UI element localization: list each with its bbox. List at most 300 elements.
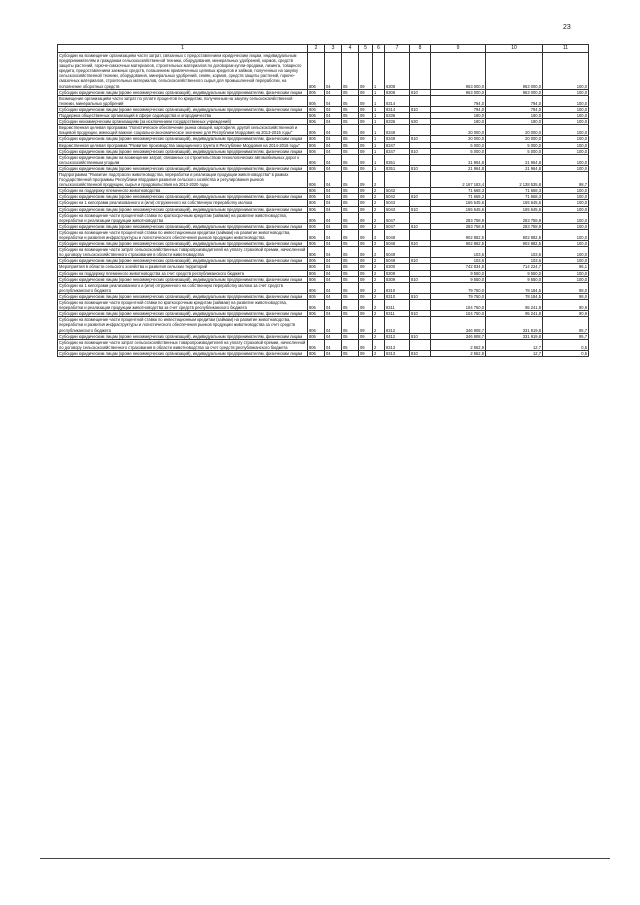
row-cell-col-5: 09 — [359, 223, 373, 229]
row-cell-col-11: 95,7 — [543, 317, 589, 333]
row-cell-col-10: 963 000,0 — [486, 53, 543, 90]
row-cell-col-7: 8313 — [385, 339, 410, 350]
row-cell-col-9: 180,0 — [431, 119, 486, 125]
row-cell-col-11: 100,0 — [543, 142, 589, 148]
row-cell-col-6: 2 — [373, 212, 385, 223]
row-cell-col-4: 05 — [342, 106, 359, 112]
row-cell-col-9: 20 000,0 — [431, 125, 486, 136]
row-cell-col-6: 2 — [373, 223, 385, 229]
row-cell-col-8: 810 — [410, 350, 431, 356]
row-cell-col-3: 04 — [325, 200, 342, 206]
row-cell-col-7: 8314 — [385, 95, 410, 106]
row-cell-col-8 — [410, 154, 431, 165]
row-cell-col-3: 04 — [325, 125, 342, 136]
row-cell-col-5: 09 — [359, 119, 373, 125]
row-cell-col-11: 100,0 — [543, 106, 589, 112]
row-cell-col-6: 1 — [373, 106, 385, 112]
row-cell-col-2: 806 — [308, 200, 325, 206]
row-cell-col-11: 100,0 — [543, 136, 589, 142]
row-cell-col-11: 100,0 — [543, 165, 589, 171]
row-description: Субсидии на возмещение части процентной ставки по инвестиционным кредитам (займам) на развитие животноводства, переработки и развития инфраструктуры и логистического обеспечения рынков продукции животноводства за счет средств республиканского бюджета — [58, 317, 308, 333]
row-cell-col-2: 806 — [308, 53, 325, 90]
row-cell-col-4: 05 — [342, 171, 359, 187]
row-cell-col-4: 05 — [342, 300, 359, 311]
row-cell-col-10: 5 000,0 — [486, 148, 543, 154]
row-description: Субсидии на возмещение организациям части затрат, связанных с предоставлением юридическим лицам, индивидуальным предпринимателям и гражданам сельскохозяйственной техники, оборудования, минеральных удобрений, кормов, средств защиты растений, горюче-смазочных материалов, строительных материалов по договорам купли-продажи, лизинга, товарного кредита, предоставлением заемных средств, погашением привлеченных целевых кредитов и займов, полученных на закупку сельскохозяйственной техники, оборудования, минеральных удобрений, семян, кормов, средств защиты растений, горюче-смазочных материалов, строительных материалов, сельскохозяйственного сырья для промышленной переработки, на пополнение оборотных средств — [58, 53, 308, 90]
row-description: Субсидии юридическим лицам (кроме некоммерческих организаций), индивидуальным предпринимателям, физическим лицам — [58, 333, 308, 339]
row-cell-col-9: 2 562,9 — [431, 339, 486, 350]
row-description: Субсидии юридическим лицам (кроме некоммерческих организаций), индивидуальным предпринимателям, физическим лицам — [58, 241, 308, 247]
row-cell-col-9: 165 645,6 — [431, 206, 486, 212]
row-cell-col-2: 806 — [308, 300, 325, 311]
row-cell-col-11: 100,0 — [543, 154, 589, 165]
row-cell-col-7: 8348 — [385, 136, 410, 142]
row-description: Субсидии на поддержку племенного животноводства за счет средств республиканского бюджета — [58, 270, 308, 276]
row-cell-col-11: 100,0 — [543, 119, 589, 125]
row-cell-col-8 — [410, 125, 431, 136]
row-cell-col-5: 09 — [359, 95, 373, 106]
row-cell-col-4: 05 — [342, 241, 359, 247]
row-cell-col-10: 331 919,8 — [486, 317, 543, 333]
row-cell-col-2: 806 — [308, 293, 325, 299]
row-cell-col-10: 2 138 535,8 — [486, 171, 543, 187]
column-header-6: 6 — [373, 45, 385, 53]
table-body — [58, 53, 589, 357]
row-cell-col-7: 5049 — [385, 247, 410, 258]
row-cell-col-7: 5049 — [385, 258, 410, 264]
row-cell-col-3: 04 — [325, 148, 342, 154]
row-cell-col-2: 806 — [308, 282, 325, 293]
row-cell-col-2: 806 — [308, 194, 325, 200]
row-cell-col-8: 810 — [410, 136, 431, 142]
row-cell-col-6: 1 — [373, 154, 385, 165]
row-cell-col-3: 04 — [325, 223, 342, 229]
row-cell-col-11: 100,0 — [543, 247, 589, 258]
row-cell-col-9: 5 000,0 — [431, 142, 486, 148]
row-cell-col-4: 05 — [342, 264, 359, 270]
row-cell-col-4: 05 — [342, 293, 359, 299]
row-description: Возмещение организациям части затрат по уплате процентов по кредитам, полученным на закупку сельскохозяйственной техники, минеральных удобрений — [58, 95, 308, 106]
row-cell-col-2: 806 — [308, 165, 325, 171]
row-cell-col-11: 90,9 — [543, 311, 589, 317]
row-cell-col-2: 806 — [308, 317, 325, 333]
row-cell-col-3: 04 — [325, 350, 342, 356]
row-description: Поддержка общественных организаций в сфере садоводства и огородничества — [58, 113, 308, 119]
row-cell-col-3: 04 — [325, 276, 342, 282]
row-cell-col-6: 1 — [373, 148, 385, 154]
row-cell-col-9: 71 668,3 — [431, 188, 486, 194]
row-cell-col-6: 1 — [373, 125, 385, 136]
row-cell-col-10: 902 882,5 — [486, 241, 543, 247]
row-cell-col-2: 806 — [308, 89, 325, 95]
row-cell-col-6: 2 — [373, 339, 385, 350]
row-cell-col-6: 2 — [373, 194, 385, 200]
row-cell-col-7: 8348 — [385, 125, 410, 136]
row-cell-col-4: 05 — [342, 148, 359, 154]
row-cell-col-11: 100,0 — [543, 212, 589, 223]
row-cell-col-6: 2 — [373, 206, 385, 212]
row-cell-col-11: 100,0 — [543, 188, 589, 194]
row-cell-col-6: 2 — [373, 229, 385, 240]
row-cell-col-6: 2 — [373, 300, 385, 311]
row-cell-col-2: 806 — [308, 223, 325, 229]
row-cell-col-2: 806 — [308, 241, 325, 247]
row-cell-col-9: 103,6 — [431, 258, 486, 264]
row-cell-col-11: 100,0 — [543, 125, 589, 136]
table-row — [58, 300, 589, 311]
row-cell-col-6: 1 — [373, 113, 385, 119]
row-cell-col-4: 05 — [342, 339, 359, 350]
row-cell-col-3: 04 — [325, 317, 342, 333]
row-cell-col-4: 05 — [342, 247, 359, 258]
row-cell-col-9: 20 000,0 — [431, 136, 486, 142]
row-cell-col-2: 806 — [308, 270, 325, 276]
row-cell-col-10: 794,0 — [486, 106, 543, 112]
row-cell-col-2: 806 — [308, 339, 325, 350]
row-cell-col-5: 09 — [359, 241, 373, 247]
row-cell-col-8: 810 — [410, 106, 431, 112]
row-cell-col-5: 09 — [359, 206, 373, 212]
row-cell-col-10: 5 000,0 — [486, 142, 543, 148]
row-cell-col-8 — [410, 171, 431, 187]
row-cell-col-10: 71 668,3 — [486, 194, 543, 200]
row-description: Субсидии юридическим лицам (кроме некоммерческих организаций), индивидуальным предпринимателям, физическим лицам — [58, 194, 308, 200]
row-cell-col-11: 100,0 — [543, 258, 589, 264]
row-cell-col-9: 79 750,0 — [431, 293, 486, 299]
row-cell-col-10: 21 964,8 — [486, 154, 543, 165]
row-cell-col-11: 98,7 — [543, 171, 589, 187]
table-row — [58, 125, 589, 136]
row-cell-col-11: 0,5 — [543, 339, 589, 350]
row-description: Субсидии юридическим лицам (кроме некоммерческих организаций), индивидуальным предпринимателям, физическим лицам — [58, 206, 308, 212]
row-cell-col-10: 78 184,5 — [486, 293, 543, 299]
row-cell-col-9: 2 562,9 — [431, 350, 486, 356]
row-cell-col-8: 810 — [410, 258, 431, 264]
row-cell-col-2: 806 — [308, 276, 325, 282]
row-cell-col-9: 104 750,0 — [431, 300, 486, 311]
row-cell-col-9: 283 758,9 — [431, 212, 486, 223]
row-cell-col-6: 1 — [373, 119, 385, 125]
row-cell-col-10: 12,7 — [486, 350, 543, 356]
row-cell-col-3: 04 — [325, 95, 342, 106]
row-cell-col-8: 810 — [410, 276, 431, 282]
row-cell-col-7: 5043 — [385, 200, 410, 206]
table-row — [58, 171, 589, 187]
row-cell-col-5: 09 — [359, 89, 373, 95]
column-header-5: 5 — [359, 45, 373, 53]
row-cell-col-8: 810 — [410, 241, 431, 247]
row-cell-col-8: 810 — [410, 223, 431, 229]
row-cell-col-7: 8312 — [385, 317, 410, 333]
column-header-2: 2 — [308, 45, 325, 53]
row-cell-col-7: 5043 — [385, 206, 410, 212]
row-cell-col-6: 1 — [373, 165, 385, 171]
row-cell-col-4: 05 — [342, 270, 359, 276]
row-cell-col-4: 05 — [342, 119, 359, 125]
row-cell-col-5: 09 — [359, 317, 373, 333]
row-cell-col-4: 05 — [342, 165, 359, 171]
row-cell-col-2: 806 — [308, 136, 325, 142]
row-cell-col-8: 810 — [410, 333, 431, 339]
row-cell-col-5: 09 — [359, 106, 373, 112]
row-cell-col-8 — [410, 282, 431, 293]
row-cell-col-3: 04 — [325, 119, 342, 125]
table-row — [58, 350, 589, 356]
row-cell-col-5: 09 — [359, 282, 373, 293]
row-cell-col-6: 2 — [373, 171, 385, 187]
row-cell-col-11: 100,0 — [543, 276, 589, 282]
row-cell-col-9: 5 000,0 — [431, 148, 486, 154]
row-cell-col-4: 05 — [342, 113, 359, 119]
row-cell-col-11: 95,7 — [543, 333, 589, 339]
row-cell-col-7: 8300 — [385, 264, 410, 270]
page-bottom-rule — [40, 858, 610, 859]
row-cell-col-4: 05 — [342, 200, 359, 206]
column-header-4: 4 — [342, 45, 359, 53]
row-cell-col-5: 09 — [359, 53, 373, 90]
row-cell-col-3: 04 — [325, 89, 342, 95]
row-cell-col-11: 96,1 — [543, 264, 589, 270]
column-header-7: 7 — [385, 45, 410, 53]
row-cell-col-9: 902 882,5 — [431, 241, 486, 247]
row-cell-col-5: 09 — [359, 113, 373, 119]
row-description: Субсидии юридическим лицам (кроме некоммерческих организаций), индивидуальным предпринимателям, физическим лицам — [58, 136, 308, 142]
row-cell-col-2: 806 — [308, 206, 325, 212]
row-cell-col-7: 5048 — [385, 229, 410, 240]
row-cell-col-2: 806 — [308, 148, 325, 154]
row-cell-col-9: 71 668,3 — [431, 194, 486, 200]
row-cell-col-7: 8311 — [385, 300, 410, 311]
row-description: Субсидии на поддержку племенного животноводства — [58, 188, 308, 194]
row-cell-col-9: 794,0 — [431, 106, 486, 112]
row-cell-col-5: 09 — [359, 125, 373, 136]
table-row — [58, 229, 589, 240]
row-cell-col-8: 810 — [410, 89, 431, 95]
row-cell-col-4: 05 — [342, 223, 359, 229]
row-cell-col-5: 09 — [359, 148, 373, 154]
row-cell-col-2: 806 — [308, 119, 325, 125]
row-description: Субсидии на 1 килограмм реализованного и (или) отгруженного на собственную переработку молока — [58, 200, 308, 206]
row-cell-col-9: 963 000,0 — [431, 89, 486, 95]
row-cell-col-2: 806 — [308, 113, 325, 119]
row-cell-col-11: 0,5 — [543, 350, 589, 356]
row-cell-col-10: 21 964,8 — [486, 165, 543, 171]
row-cell-col-2: 806 — [308, 311, 325, 317]
row-cell-col-2: 806 — [308, 350, 325, 356]
column-header-11: 11 — [543, 45, 589, 53]
row-cell-col-8 — [410, 317, 431, 333]
row-cell-col-5: 09 — [359, 194, 373, 200]
table-row — [58, 212, 589, 223]
row-cell-col-5: 09 — [359, 229, 373, 240]
row-cell-col-7: 5042 — [385, 188, 410, 194]
row-cell-col-6: 2 — [373, 258, 385, 264]
column-header-1: 1 — [58, 45, 308, 53]
row-cell-col-4: 05 — [342, 311, 359, 317]
row-cell-col-7: 8312 — [385, 333, 410, 339]
row-cell-col-9: 21 964,8 — [431, 165, 486, 171]
row-description: Субсидии юридическим лицам (кроме некоммерческих организаций), индивидуальным предпринимателям, физическим лицам — [58, 258, 308, 264]
row-cell-col-10: 180,0 — [486, 119, 543, 125]
row-cell-col-9: 794,0 — [431, 95, 486, 106]
row-cell-col-7: 8308 — [385, 89, 410, 95]
row-cell-col-7: 8309 — [385, 270, 410, 276]
row-cell-col-8 — [410, 95, 431, 106]
row-cell-col-3: 04 — [325, 142, 342, 148]
row-cell-col-4: 05 — [342, 194, 359, 200]
row-cell-col-11: 98,0 — [543, 282, 589, 293]
row-cell-col-4: 05 — [342, 317, 359, 333]
row-cell-col-11: 100,0 — [543, 223, 589, 229]
row-cell-col-3: 04 — [325, 171, 342, 187]
row-cell-col-4: 05 — [342, 229, 359, 240]
row-cell-col-6: 2 — [373, 247, 385, 258]
row-cell-col-6: 2 — [373, 333, 385, 339]
row-cell-col-4: 05 — [342, 154, 359, 165]
row-cell-col-3: 04 — [325, 282, 342, 293]
row-cell-col-6: 2 — [373, 264, 385, 270]
row-cell-col-3: 04 — [325, 311, 342, 317]
row-cell-col-4: 05 — [342, 95, 359, 106]
row-cell-col-5: 09 — [359, 350, 373, 356]
row-cell-col-11: 100,0 — [543, 53, 589, 90]
row-cell-col-11: 100,0 — [543, 148, 589, 154]
row-cell-col-8 — [410, 300, 431, 311]
row-cell-col-5: 09 — [359, 300, 373, 311]
row-cell-col-2: 806 — [308, 229, 325, 240]
row-cell-col-11: 100,0 — [543, 113, 589, 119]
row-cell-col-5: 09 — [359, 142, 373, 148]
row-cell-col-5: 09 — [359, 165, 373, 171]
row-cell-col-11: 100,0 — [543, 229, 589, 240]
row-cell-col-10: 71 668,3 — [486, 188, 543, 194]
row-cell-col-11: 100,0 — [543, 200, 589, 206]
row-cell-col-8 — [410, 229, 431, 240]
row-cell-col-6: 1 — [373, 89, 385, 95]
row-cell-col-2: 806 — [308, 125, 325, 136]
row-description: Мероприятия в области сельского хозяйства и развития сельских территорий — [58, 264, 308, 270]
row-cell-col-9: 2 167 183,4 — [431, 171, 486, 187]
row-cell-col-7: 5047 — [385, 223, 410, 229]
row-cell-col-2: 806 — [308, 142, 325, 148]
budget-table — [57, 44, 589, 357]
row-cell-col-8: 630 — [410, 119, 431, 125]
row-cell-col-11: 100,0 — [543, 270, 589, 276]
row-cell-col-10: 95 241,8 — [486, 311, 543, 317]
row-cell-col-2: 806 — [308, 247, 325, 258]
row-cell-col-3: 04 — [325, 293, 342, 299]
row-cell-col-4: 05 — [342, 125, 359, 136]
row-cell-col-3: 04 — [325, 154, 342, 165]
row-cell-col-3: 04 — [325, 339, 342, 350]
row-cell-col-8 — [410, 247, 431, 258]
row-cell-col-4: 05 — [342, 188, 359, 194]
row-cell-col-10: 95 241,8 — [486, 300, 543, 311]
table-row — [58, 154, 589, 165]
row-cell-col-3: 04 — [325, 106, 342, 112]
row-cell-col-5: 09 — [359, 333, 373, 339]
row-cell-col-9: 283 758,9 — [431, 223, 486, 229]
row-cell-col-10: 331 919,8 — [486, 333, 543, 339]
row-cell-col-9: 103,6 — [431, 247, 486, 258]
row-cell-col-5: 09 — [359, 270, 373, 276]
row-cell-col-7: 8313 — [385, 350, 410, 356]
row-cell-col-7 — [385, 171, 410, 187]
page-number: 23 — [563, 24, 571, 31]
row-cell-col-4: 05 — [342, 53, 359, 90]
row-cell-col-6: 2 — [373, 188, 385, 194]
column-header-9: 9 — [431, 45, 486, 53]
row-cell-col-7: 8310 — [385, 293, 410, 299]
row-cell-col-4: 05 — [342, 142, 359, 148]
row-cell-col-8: 810 — [410, 194, 431, 200]
row-description: Субсидии юридическим лицам (кроме некоммерческих организаций), индивидуальным предпринимателям, физическим лицам — [58, 293, 308, 299]
row-cell-col-8 — [410, 339, 431, 350]
row-cell-col-3: 04 — [325, 300, 342, 311]
row-cell-col-10: 103,6 — [486, 258, 543, 264]
row-description: Субсидии юридическим лицам (кроме некоммерческих организаций), индивидуальным предпринимателям, физическим лицам — [58, 106, 308, 112]
table-row — [58, 247, 589, 258]
row-cell-col-7: 8310 — [385, 282, 410, 293]
row-cell-col-9: 180,0 — [431, 113, 486, 119]
row-cell-col-5: 09 — [359, 171, 373, 187]
row-cell-col-8 — [410, 53, 431, 90]
row-cell-col-7: 8351 — [385, 154, 410, 165]
row-cell-col-4: 05 — [342, 206, 359, 212]
row-cell-col-6: 1 — [373, 136, 385, 142]
row-cell-col-5: 09 — [359, 339, 373, 350]
row-cell-col-4: 05 — [342, 136, 359, 142]
column-header-10: 10 — [486, 45, 543, 53]
row-cell-col-10: 12,7 — [486, 339, 543, 350]
row-cell-col-7: 8311 — [385, 311, 410, 317]
row-cell-col-7: 8347 — [385, 142, 410, 148]
row-cell-col-4: 05 — [342, 276, 359, 282]
row-cell-col-2: 806 — [308, 264, 325, 270]
row-cell-col-6: 2 — [373, 311, 385, 317]
row-cell-col-10: 20 000,0 — [486, 136, 543, 142]
row-cell-col-9: 21 964,8 — [431, 154, 486, 165]
row-cell-col-3: 04 — [325, 229, 342, 240]
row-cell-col-10: 283 758,9 — [486, 223, 543, 229]
row-cell-col-5: 09 — [359, 247, 373, 258]
row-cell-col-5: 09 — [359, 264, 373, 270]
row-cell-col-3: 04 — [325, 247, 342, 258]
row-cell-col-7: 5047 — [385, 212, 410, 223]
row-cell-col-5: 09 — [359, 200, 373, 206]
row-cell-col-10: 165 645,6 — [486, 206, 543, 212]
row-cell-col-5: 09 — [359, 136, 373, 142]
row-cell-col-10: 165 645,6 — [486, 200, 543, 206]
table-row — [58, 95, 589, 106]
row-cell-col-8: 810 — [410, 148, 431, 154]
row-cell-col-2: 806 — [308, 154, 325, 165]
row-cell-col-9: 902 882,5 — [431, 229, 486, 240]
row-cell-col-3: 04 — [325, 258, 342, 264]
row-cell-col-8: 810 — [410, 165, 431, 171]
row-cell-col-4: 05 — [342, 282, 359, 293]
row-cell-col-9: 963 000,0 — [431, 53, 486, 90]
table-row — [58, 282, 589, 293]
row-cell-col-8 — [410, 212, 431, 223]
row-cell-col-6: 2 — [373, 282, 385, 293]
row-cell-col-11: 100,0 — [543, 206, 589, 212]
row-cell-col-4: 05 — [342, 212, 359, 223]
row-cell-col-5: 09 — [359, 293, 373, 299]
row-cell-col-8: 810 — [410, 311, 431, 317]
row-cell-col-3: 04 — [325, 53, 342, 90]
row-description: Субсидии юридическим лицам (кроме некоммерческих организаций), индивидуальным предпринимателям, физическим лицам — [58, 148, 308, 154]
